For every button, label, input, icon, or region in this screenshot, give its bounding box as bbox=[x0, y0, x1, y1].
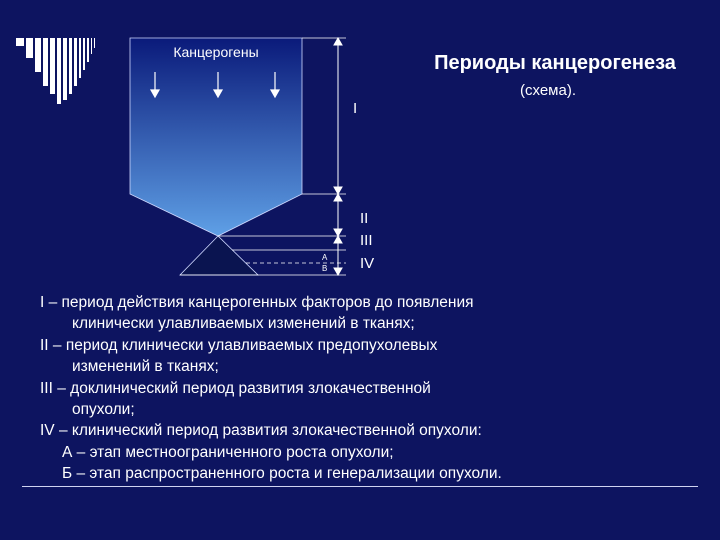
tumor-triangle bbox=[180, 236, 258, 275]
period-label-iv: IV bbox=[360, 255, 375, 272]
carcinogens-label: Канцерогены bbox=[173, 44, 259, 60]
legend-line: А – этап местноограниченного роста опухоли; bbox=[62, 443, 394, 461]
period-label-i: I bbox=[353, 100, 358, 117]
legend-line: Б – этап распространенного роста и генерализации опухоли. bbox=[62, 465, 502, 483]
legend-line: IV – клинический период развития злокачественной опухоли: bbox=[40, 422, 482, 440]
period-label-ii: II bbox=[360, 210, 369, 227]
legend-line: I – период действия канцерогенных факторов до появления bbox=[40, 294, 474, 311]
period-legend bbox=[40, 292, 690, 485]
page-title: Периоды канцерогенеза bbox=[434, 52, 676, 74]
sub-stage-label-b: В bbox=[322, 264, 328, 273]
period-label-iii: III bbox=[360, 232, 373, 249]
period-ruler bbox=[334, 38, 342, 275]
page-subtitle: (схема). bbox=[520, 82, 576, 99]
legend-line: изменений в тканях; bbox=[72, 358, 219, 376]
legend-line: II – период клинически улавливаемых предопухолевых bbox=[40, 336, 438, 354]
funnel-shape bbox=[130, 38, 302, 236]
legend-line: опухоли; bbox=[72, 401, 135, 419]
legend-line: III – доклинический период развития злокачественной bbox=[40, 379, 431, 397]
legend-line: клинически улавливаемых изменений в тканях; bbox=[72, 315, 415, 333]
sub-stage-label-a: А bbox=[322, 253, 328, 262]
divider-line bbox=[22, 486, 698, 487]
